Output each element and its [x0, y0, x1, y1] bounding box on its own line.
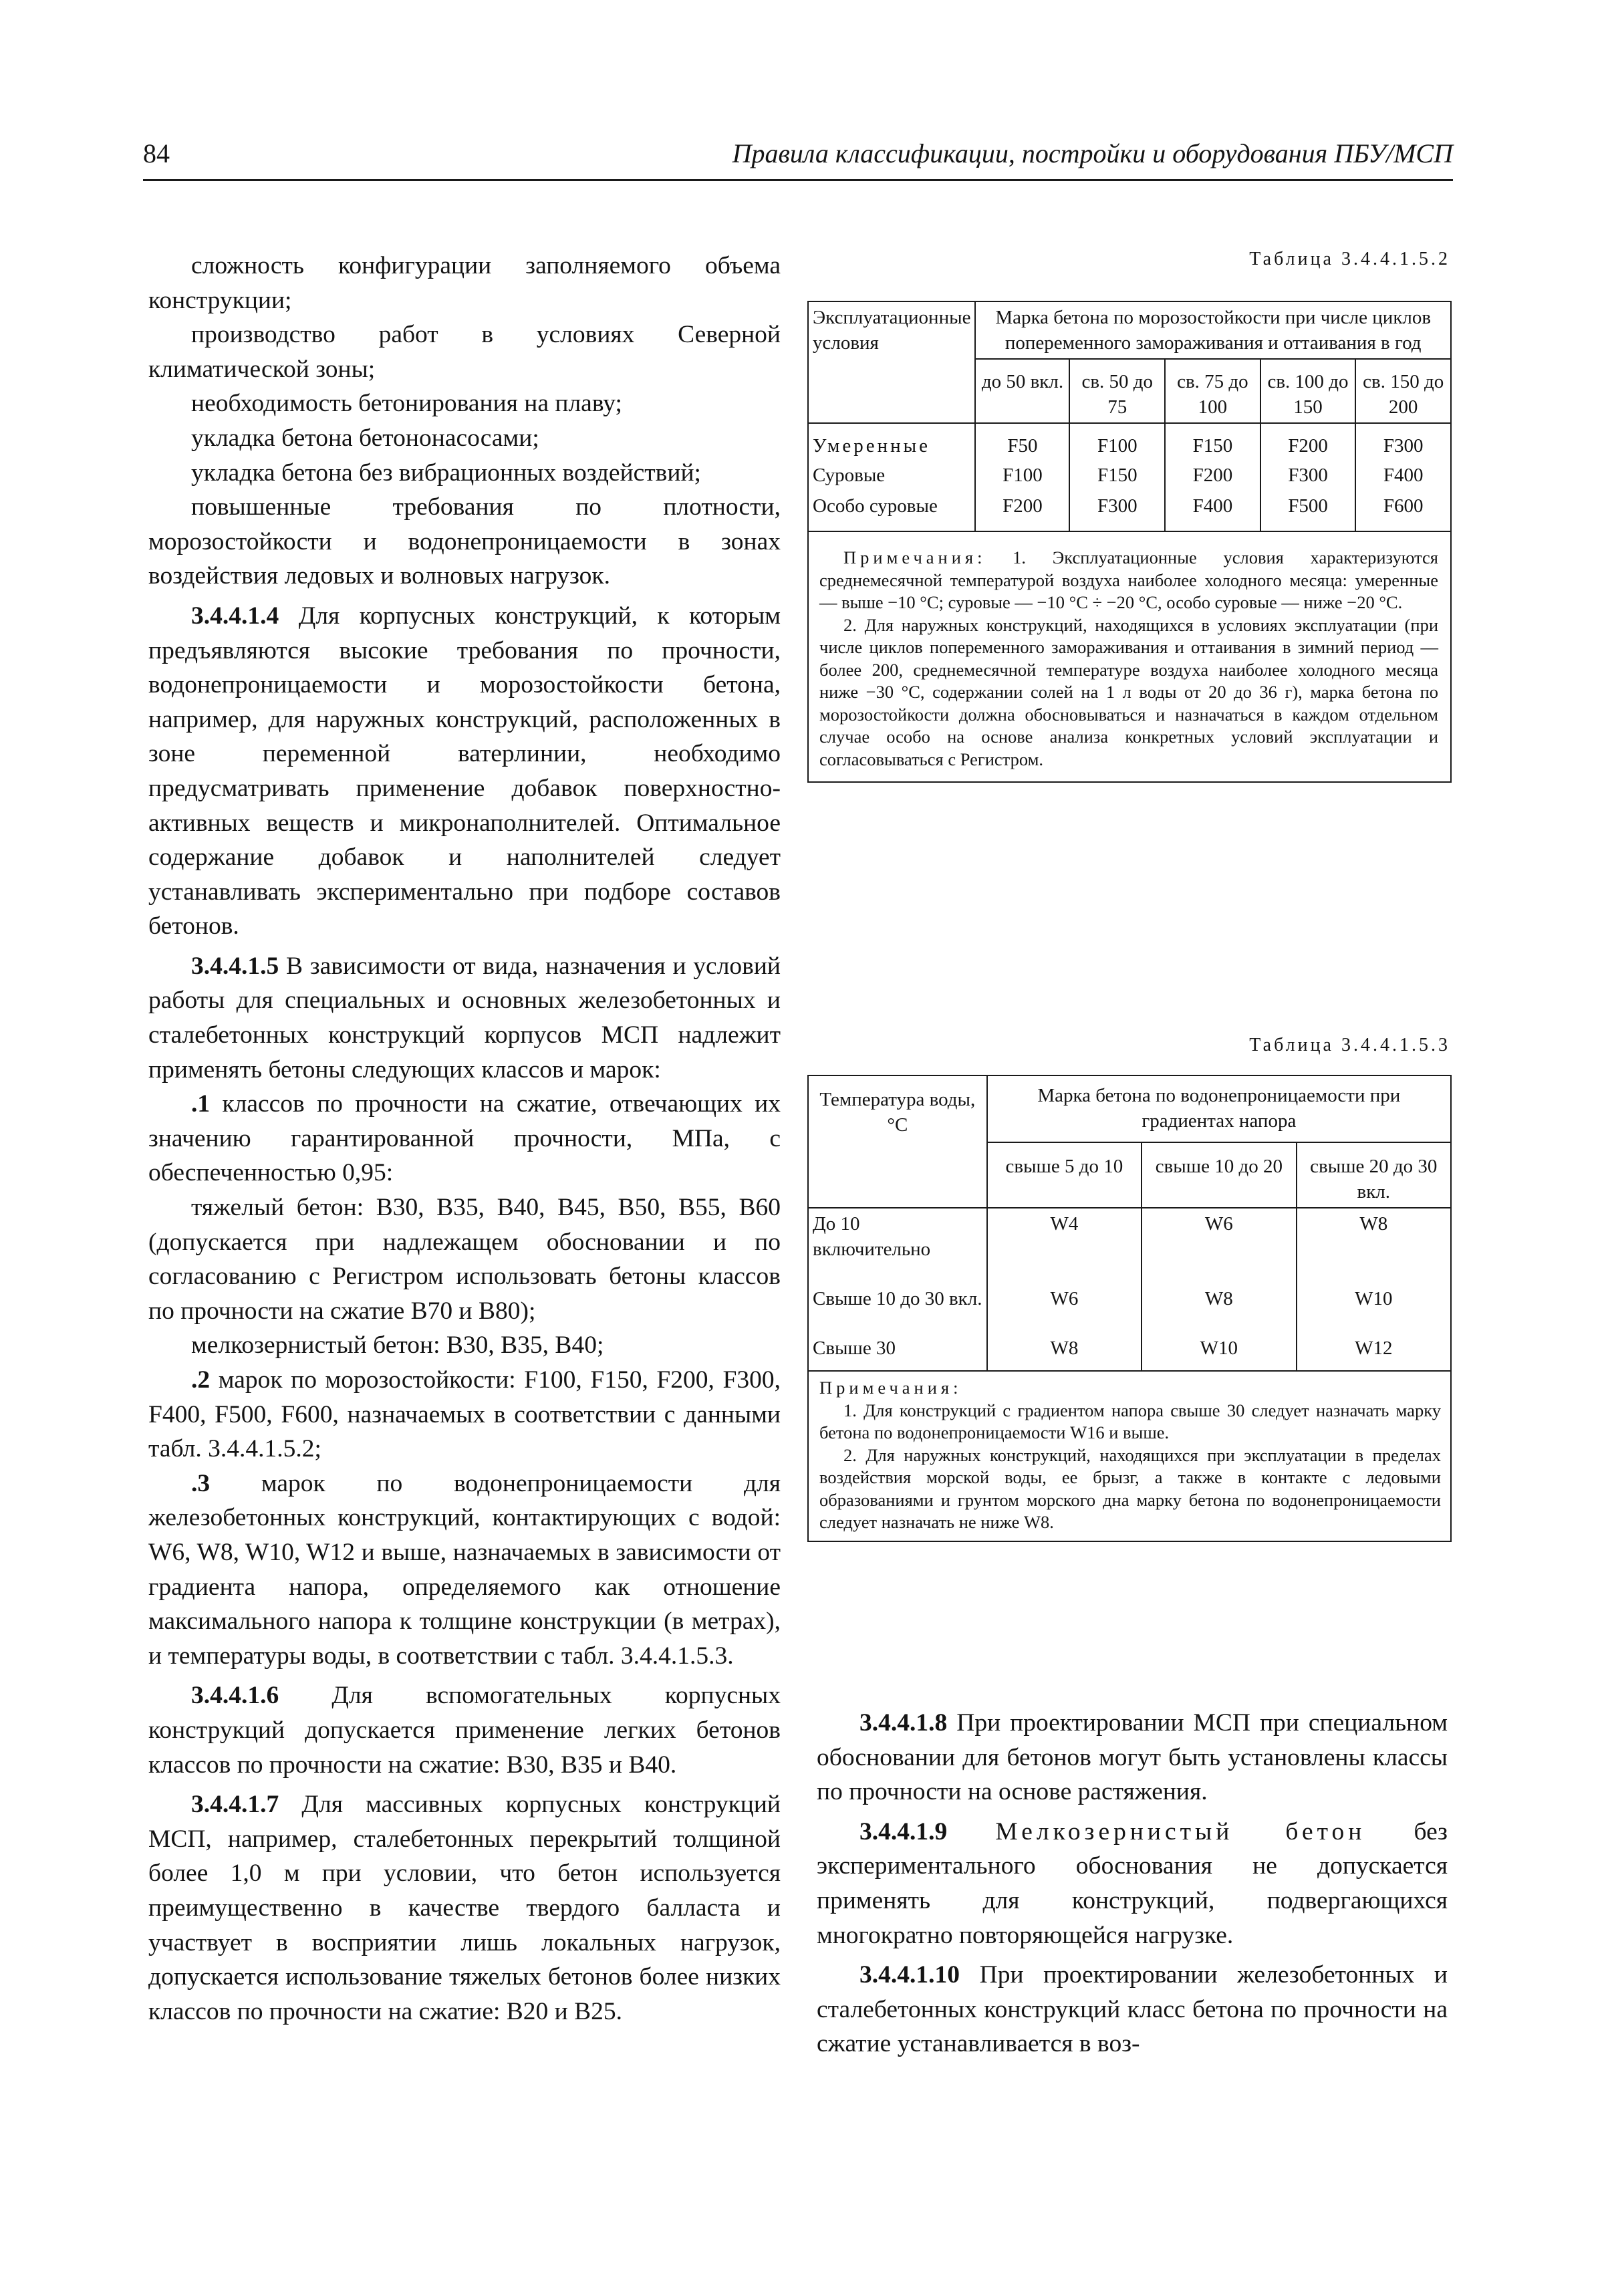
section-3-4-4-1-10: [817, 1958, 1448, 2061]
paragraph: тяжелый бетон: В30, В35, В40, В45, В50, В55, В60 (допускается при надлежащем обосновании и по согласованию с Регистром использовать бетоны классов по прочности на сжатие В70 и В80);: [148, 1194, 781, 1325]
table-cell: F300: [1069, 491, 1165, 531]
table-cell: F400: [1165, 491, 1260, 531]
page-number: 84: [143, 138, 170, 168]
table-notes: [808, 1371, 1451, 1541]
table-cell: W8: [1142, 1283, 1296, 1333]
table-cell: F200: [1165, 461, 1260, 491]
table-cell: Свыше 30: [808, 1333, 987, 1371]
section-number: 3.4.4.1.10: [859, 1961, 960, 1989]
section-text: Для корпусных конструкций, к которым предъявляются высокие требования по прочности, водонепроницаемости и морозостойкости бетона, например, для наружных конструкций, расположенных в зоне переменной ватерлинии, необходимо предусматривать применение добавок поверхностно-активных веществ и микронаполнителей. Оптимальное содержание добавок и наполнителей следует устанавливать экспериментально при подборе составов бетонов.: [148, 602, 781, 940]
table-cell: F600: [1355, 491, 1451, 531]
item-number: .2: [191, 1366, 211, 1394]
table-subheader: свыше 5 до 10: [987, 1142, 1142, 1208]
section-3-4-4-1-8: [817, 1706, 1448, 1809]
table-cell: F150: [1069, 461, 1165, 491]
section-3-4-4-1-9: [817, 1815, 1448, 1952]
section-number: 3.4.4.1.4: [191, 602, 279, 630]
table-cell: W8: [987, 1333, 1142, 1371]
table-cell: W12: [1297, 1333, 1451, 1371]
section-text: без экспериментального обоснования не допускается применять для конструкций, подвергающихся многократно повторяющейся нагрузке.: [817, 1817, 1448, 1949]
item-text: классов по прочности на сжатие, отвечающих их значению гарантированной прочности, МПа, с обеспеченностью 0,95:: [148, 1090, 781, 1187]
paragraph: повышенные требования по плотности, морозостойкости и водонепроницаемости в зонах воздействия ледовых и волновых нагрузок.: [148, 493, 781, 590]
table-cell: W4: [987, 1208, 1142, 1283]
table-cell: F50: [975, 423, 1069, 461]
table-subheader: св. 150 до 200: [1355, 359, 1451, 423]
section-number: 3.4.4.1.8: [859, 1709, 948, 1737]
table-cell: F200: [1260, 423, 1356, 461]
table-cell: F100: [975, 461, 1069, 491]
table-row: [808, 423, 1451, 461]
table-cell: F300: [1355, 423, 1451, 461]
table-notes: [808, 531, 1451, 782]
section-3-4-4-1-4: [148, 599, 781, 944]
table-row: [808, 1208, 1451, 1283]
table-cell: F150: [1165, 423, 1260, 461]
section-number: 3.4.4.1.5: [191, 952, 279, 980]
paragraph: сложность конфигурации заполняемого объема конструкции;: [148, 252, 781, 314]
table-cell: F500: [1260, 491, 1356, 531]
table-group-header: Марка бетона по водонепроницаемости при градиентах напора: [987, 1075, 1451, 1142]
note-1: 1. Для конструкций с градиентом напора свыше 30 следует назначать марку бетона по водонепроницаемости W16 и выше.: [819, 1400, 1441, 1442]
paragraph: укладка бетона бетононасосами;: [191, 424, 539, 452]
page-header: [143, 132, 1453, 181]
table-cell: До 10 включительно: [808, 1208, 987, 1283]
table-cell: F100: [1069, 423, 1165, 461]
section-3-4-4-1-6: [148, 1678, 781, 1782]
section-lead: Мелкозернистый бетон: [995, 1817, 1366, 1845]
table-caption: Таблица 3.4.4.1.5.2: [1249, 249, 1450, 269]
table-subheader: св. 100 до 150: [1260, 359, 1356, 423]
section-number: 3.4.4.1.6: [191, 1682, 279, 1710]
note-1: [819, 547, 1438, 614]
list-item-1: [148, 1087, 781, 1190]
table-row: [808, 1283, 1451, 1333]
section-3-4-4-1-7: [148, 1787, 781, 2029]
notes-title: Примечания:: [843, 547, 986, 567]
running-title: Правила классификации, постройки и оборудования ПБУ/МСП: [732, 138, 1453, 168]
table-header-cell: Эксплуатационные условия: [808, 301, 975, 423]
frost-resistance-table: [807, 301, 1452, 783]
table-cell: W10: [1142, 1333, 1296, 1371]
paragraph: укладка бетона без вибрационных воздействий;: [191, 459, 701, 487]
section-number: 3.4.4.1.7: [191, 1791, 279, 1819]
table-row: [808, 491, 1451, 531]
section-text: Для вспомогательных корпусных конструкций допускается применение легких бетонов классов по прочности на сжатие: В30, В35 и В40.: [148, 1682, 781, 1779]
paragraph: производство работ в условиях Северной климатической зоны;: [148, 321, 781, 383]
table-cell: W6: [987, 1283, 1142, 1333]
paragraph: необходимость бетонирования на плаву;: [191, 390, 622, 418]
note-text: 1. Эксплуатационные условия характеризуются среднемесячной температурой воздуха наиболее холодного месяца: умеренные — выше −10 °С; суровые — −10 °С ÷ −20 °С, особо суровые — ниже −20 °С.: [819, 547, 1439, 612]
table-header-cell: Температура воды, °С: [808, 1075, 987, 1208]
section-text: При проектировании МСП при специальном обосновании для бетонов могут быть установлены классы по прочности на основе растяжения.: [817, 1709, 1448, 1806]
item-text: марок по морозостойкости: F100, F150, F200, F300, F400, F500, F600, назначаемых в соответствии с данными табл. 3.4.4.1.5.2;: [148, 1366, 781, 1463]
table-cell: Умеренные: [808, 423, 975, 461]
table-row: [808, 461, 1451, 491]
table-subheader: до 50 вкл.: [975, 359, 1069, 423]
section-number: 3.4.4.1.9: [859, 1817, 948, 1845]
table-cell: Свыше 10 до 30 вкл.: [808, 1283, 987, 1333]
notes-title: Примечания:: [819, 1378, 962, 1398]
table-subheader: св. 50 до 75: [1069, 359, 1165, 423]
table-cell: Суровые: [808, 461, 975, 491]
list-item-3: [148, 1466, 781, 1674]
item-number: .1: [191, 1090, 211, 1118]
table-cell: W10: [1297, 1283, 1451, 1333]
note-2: 2. Для наружных конструкций, находящихся при эксплуатации в пределах воздействия морской воды, ее брызг, а также в контакте с ледовыми образованиями и грунтом морского дна марку бетона по водонепроницаемости следует назначать не ниже W8.: [819, 1444, 1441, 1532]
item-number: .3: [191, 1469, 211, 1497]
table-row: [808, 1333, 1451, 1371]
left-column: [148, 249, 781, 2029]
table-subheader: свыше 20 до 30 вкл.: [1297, 1142, 1451, 1208]
section-text: При проектировании железобетонных и сталебетонных конструкций класс бетона по прочности на сжатие устанавливается в воз-: [817, 1961, 1448, 2058]
section-text: В зависимости от вида, назначения и условий работы для специальных и основных железобетонных и сталебетонных конструкций корпусов МСП надлежит применять бетоны следующих классов и марок:: [148, 952, 781, 1083]
right-column: [817, 1706, 1448, 2061]
table-cell: F400: [1355, 461, 1451, 491]
note-2: 2. Для наружных конструкций, находящихся в условиях эксплуатации (при числе циклов попеременного замораживания и оттаивания в зимний период — более 200, среднемесячной температуре воздуха наиболее холодного месяца ниже −30 °С, содержании солей на 1 л воды от 20 до 36 г), марка бетона по морозостойкости должна обосновываться и назначаться в каждом отдельном случае особо на основе анализа конкретных условий эксплуатации и согласовываться с Регистром.: [819, 614, 1438, 769]
section-text: Для массивных корпусных конструкций МСП, например, сталебетонных перекрытий толщиной более 1,0 м при условии, что бетон используется преимущественно в качестве твердого балласта и участвует в восприятии лишь локальных нагрузок, допускается использование тяжелых бетонов более низких классов по прочности на сжатие: В20 и В25.: [148, 1791, 781, 2025]
table-cell: F300: [1260, 461, 1356, 491]
table-caption: Таблица 3.4.4.1.5.3: [1249, 1035, 1450, 1055]
table-subheader: св. 75 до 100: [1165, 359, 1260, 423]
water-resistance-table: [807, 1075, 1452, 1542]
table-subheader: свыше 10 до 20: [1142, 1142, 1296, 1208]
section-3-4-4-1-5: [148, 949, 781, 1087]
table-cell: F200: [975, 491, 1069, 531]
item-text: марок по водонепроницаемости для железобетонных конструкций, контактирующих с водой: W6, W8, W10, W12 и выше, назначаемых в зависимости от градиента напора, определяемого как отношение максимального напора к толщине конструкции (в метрах), и температуры воды, в соответствии с табл. 3.4.4.1.5.3.: [148, 1469, 781, 1670]
table-cell: W6: [1142, 1208, 1296, 1283]
table-cell: Особо суровые: [808, 491, 975, 531]
table-cell: W8: [1297, 1208, 1451, 1283]
list-item-2: [148, 1363, 781, 1466]
paragraph: мелкозернистый бетон: В30, В35, В40;: [191, 1331, 604, 1360]
table-group-header: Марка бетона по морозостойкости при числе циклов попеременного замораживания и оттаивания в год: [975, 301, 1451, 359]
